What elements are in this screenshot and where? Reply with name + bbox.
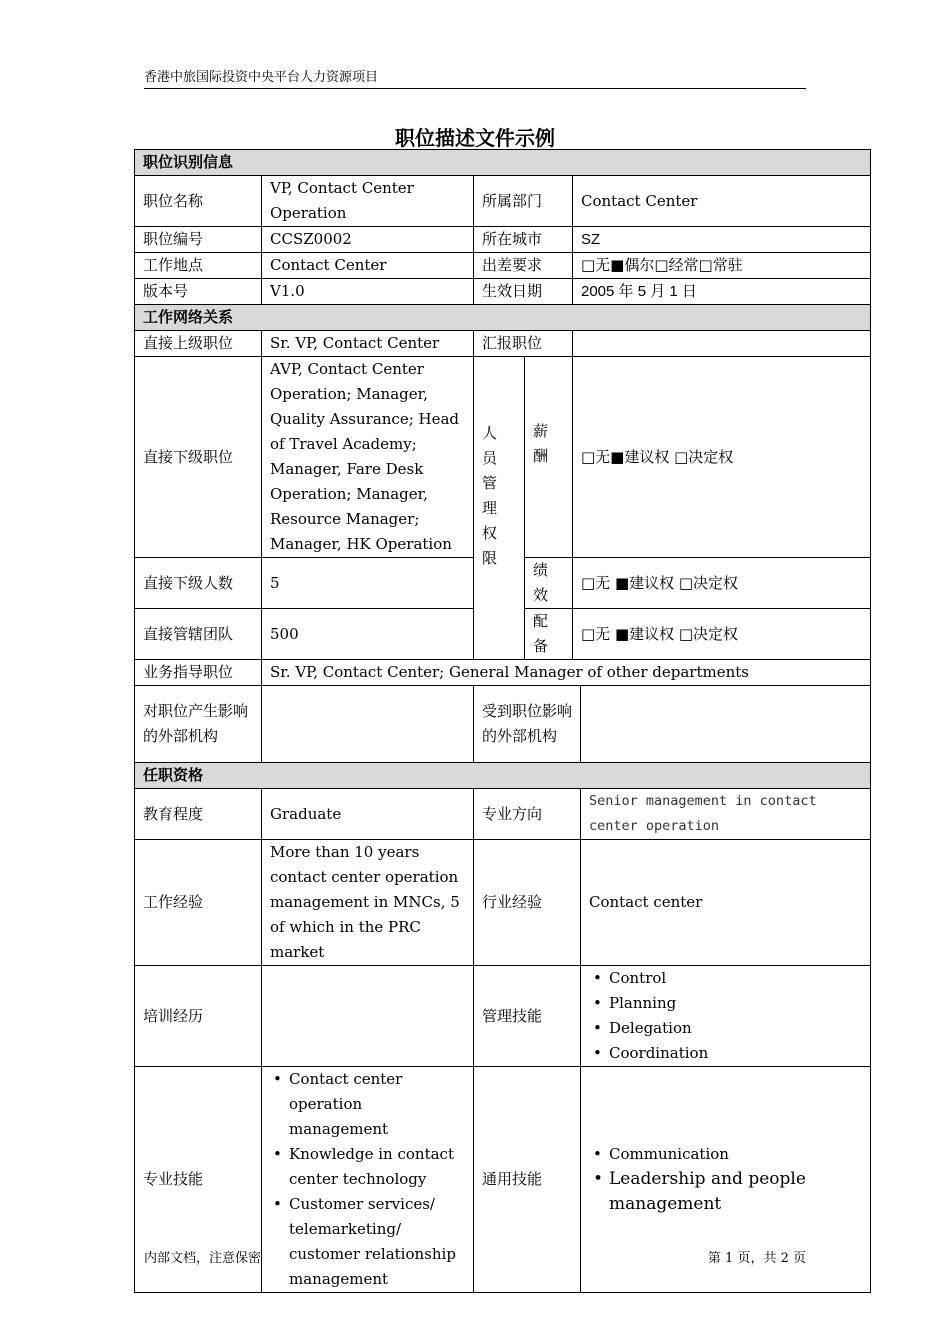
pro-skills-cell: [262, 1067, 474, 1293]
list-item: • Control: [609, 966, 862, 991]
experience-label: 工作经验: [135, 840, 262, 966]
influencing-label: 对职位产生影响的外部机构: [135, 686, 262, 763]
superior-value: Sr. VP, Contact Center: [262, 331, 474, 357]
influencing-value: [262, 686, 474, 763]
department-label: 所属部门: [474, 176, 573, 227]
industry-label: 行业经验: [474, 840, 581, 966]
salary-label: 薪酬: [533, 422, 549, 465]
list-item: • Contact center operation management: [289, 1067, 465, 1142]
list-item: • Customer services/ telemarketing/ customer relationship management: [289, 1192, 465, 1292]
training-label: 培训经历: [135, 966, 262, 1067]
location-value: Contact Center: [262, 253, 474, 279]
effective-date-label: 生效日期: [474, 279, 573, 305]
position-code-value: CCSZ0002: [262, 227, 474, 253]
staffing-label: 配备: [533, 612, 549, 655]
confidential-note: 内部文档，注意保密: [144, 1251, 262, 1266]
performance-label: 绩效: [533, 561, 549, 604]
position-code-label: 职位编号: [135, 227, 262, 253]
performance-cell: [525, 558, 573, 609]
pro-skills-label: 专业技能: [135, 1067, 262, 1293]
authority-label: 人员管理权限: [482, 424, 498, 567]
location-label: 工作地点: [135, 253, 262, 279]
guidance-label: 业务指导职位: [135, 660, 262, 686]
influenced-value: [581, 686, 871, 763]
performance-authority-value: □无 ■建议权 □决定权: [573, 558, 871, 609]
superior-label: 直接上级职位: [135, 331, 262, 357]
major-label: 专业方向: [474, 789, 581, 840]
salary-authority-value: □无■建议权 □决定权: [573, 357, 871, 558]
page-header: 香港中旅国际投资中央平台人力资源项目: [144, 66, 806, 89]
list-item: • Communication: [609, 1142, 862, 1167]
travel-label: 出差要求: [474, 253, 573, 279]
authority-cell: [474, 357, 525, 660]
industry-value: Contact center: [581, 840, 871, 966]
subordinates-value: AVP, Contact Center Operation; Manager, Quality Assurance; Head of Travel Academy; Manager, Fare Desk Operation; Manager, Resource Manager; Manager, HK Operation: [262, 357, 474, 558]
mgmt-skills-label: 管理技能: [474, 966, 581, 1067]
position-name-value: VP, Contact Center Operation: [262, 176, 474, 227]
list-item: • Leadership and people management: [609, 1167, 862, 1217]
team-label: 直接管辖团队: [135, 609, 262, 660]
section-identification: 职位识别信息: [135, 150, 871, 176]
page-number: 第 1 页，共 2 页: [707, 1251, 806, 1266]
guidance-value: Sr. VP, Contact Center; General Manager of other departments: [262, 660, 871, 686]
training-value: [262, 966, 474, 1067]
section-qualifications: 任职资格: [135, 763, 871, 789]
section-network: 工作网络关系: [135, 305, 871, 331]
report-label: 汇报职位: [474, 331, 573, 357]
experience-value: More than 10 years contact center operation management in MNCs, 5 of which in the PRC market: [262, 840, 474, 966]
version-label: 版本号: [135, 279, 262, 305]
effective-date-value: 2005 年 5 月 1 日: [573, 279, 871, 305]
staffing-cell: [525, 609, 573, 660]
subordinates-label: 直接下级职位: [135, 357, 262, 558]
list-item: • Knowledge in contact center technology: [289, 1142, 465, 1192]
report-value: [573, 331, 871, 357]
document-title: 职位描述文件示例: [395, 126, 555, 150]
general-skills-list: [589, 1142, 862, 1217]
education-value: Graduate: [262, 789, 474, 840]
salary-cell: [525, 357, 573, 558]
list-item: • Delegation: [609, 1016, 862, 1041]
position-name-label: 职位名称: [135, 176, 262, 227]
city-value: SZ: [573, 227, 871, 253]
pro-skills-list: [270, 1067, 465, 1292]
city-label: 所在城市: [474, 227, 573, 253]
version-value: V1.0: [262, 279, 474, 305]
mgmt-skills-list: [589, 966, 862, 1066]
job-description-table: [134, 149, 871, 1293]
influenced-label: 受到职位影响的外部机构: [474, 686, 581, 763]
list-item: • Planning: [609, 991, 862, 1016]
staffing-authority-value: □无 ■建议权 □决定权: [573, 609, 871, 660]
sub-count-label: 直接下级人数: [135, 558, 262, 609]
list-item: • Coordination: [609, 1041, 862, 1066]
general-skills-label: 通用技能: [474, 1067, 581, 1293]
major-value: Senior management in contact center operation: [581, 789, 871, 840]
education-label: 教育程度: [135, 789, 262, 840]
team-value: 500: [262, 609, 474, 660]
mgmt-skills-cell: [581, 966, 871, 1067]
travel-value: □无■偶尔□经常□常驻: [573, 253, 871, 279]
department-value: Contact Center: [573, 176, 871, 227]
sub-count-value: 5: [262, 558, 474, 609]
